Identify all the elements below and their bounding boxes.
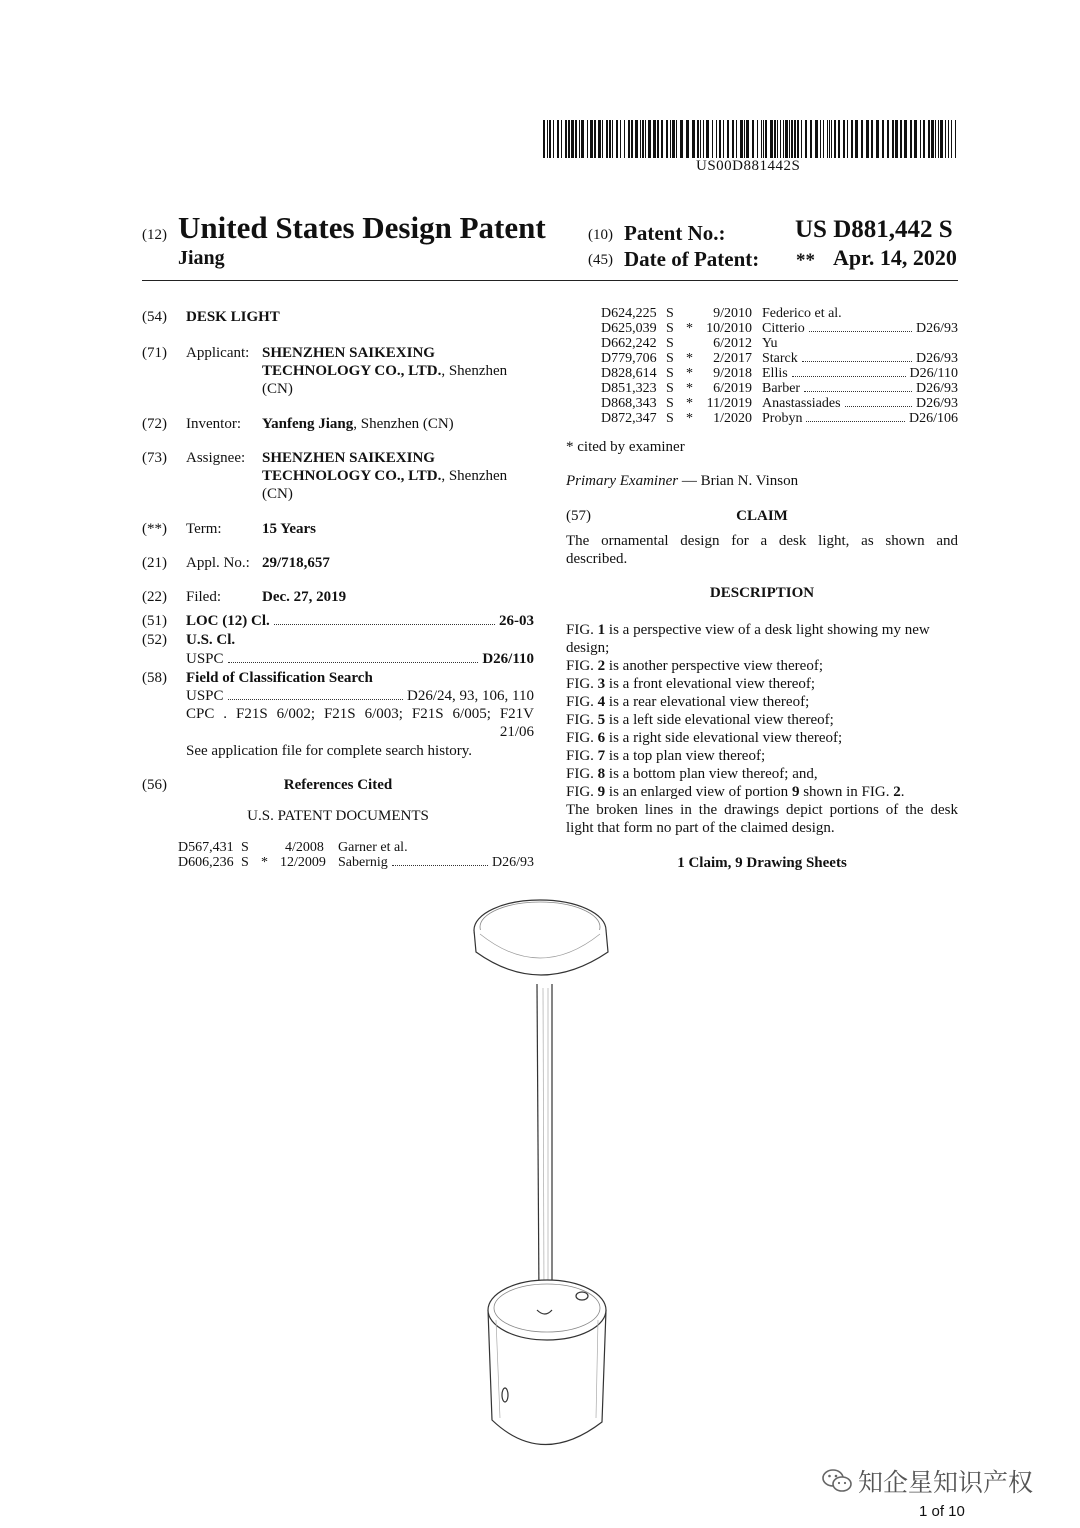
primary-examiner: Primary Examiner — Brian N. Vinson: [566, 473, 799, 489]
header-divider: [142, 280, 958, 281]
ref-name-cls: Citterio D26/93: [762, 321, 958, 336]
claim-text-line2: described.: [566, 551, 628, 567]
ref-kind: S: [241, 840, 249, 855]
patent-no-label: Patent No.:: [624, 221, 726, 245]
field-uspc-line: USPC D26/24, 93, 106, 110: [186, 688, 534, 704]
barcode-bar: [866, 120, 869, 158]
barcode-bar: [904, 120, 907, 158]
barcode-bar: [843, 120, 845, 158]
barcode-bar: [624, 120, 625, 158]
barcode-bar: [777, 120, 778, 158]
date-code: (45): [588, 252, 613, 268]
claim-code: (57): [566, 508, 591, 524]
broken-lines-note-1: The broken lines in the drawings depict portions of the desk: [566, 802, 958, 818]
date-label: Date of Patent:: [624, 247, 760, 271]
barcode-bar: [587, 120, 588, 158]
ref-star: *: [686, 396, 693, 411]
barcode-bar: [805, 120, 807, 158]
ref-num: D662,242: [601, 336, 657, 351]
ref-name: Garner et al.: [338, 840, 408, 855]
ref-date: 2/2017: [713, 351, 752, 366]
assignee-label: Assignee:: [186, 450, 246, 466]
ref-name-cls: Federico et al.: [762, 306, 842, 321]
barcode-bar: [900, 120, 902, 158]
watermark: [822, 1463, 1033, 1499]
barcode-bar: [783, 120, 784, 158]
barcode-bar: [640, 120, 641, 158]
barcode-bar: [740, 120, 743, 158]
ref-kind: S: [666, 336, 674, 351]
barcode-bar: [829, 120, 830, 158]
ref-date: 4/2008: [285, 840, 324, 855]
ref-name-cls: Anastassiades D26/93: [762, 396, 958, 411]
ref-num: D624,225: [601, 306, 657, 321]
description-line: FIG. 3 is a front elevational view thereof;: [566, 676, 816, 692]
barcode-bar: [645, 120, 646, 158]
barcode-bar: [923, 120, 925, 158]
barcode-bar: [791, 120, 793, 158]
ref-num: D868,343: [601, 396, 657, 411]
inventor-value: Yanfeng Jiang, Shenzhen (CN): [262, 416, 454, 432]
ref-kind: S: [666, 411, 674, 426]
watermark-text: 知企星知识产权: [858, 1468, 1034, 1497]
description-line: FIG. 6 is a right side elevational view thereof;: [566, 730, 843, 746]
barcode-bar: [871, 120, 873, 158]
patent-number: US D881,442 S: [795, 216, 953, 243]
claim-heading: CLAIM: [736, 508, 788, 524]
description-line: FIG. 4 is a rear elevational view thereof;: [566, 694, 810, 710]
ref-kind: S: [666, 306, 674, 321]
barcode-bar: [581, 120, 584, 158]
barcode-bar: [763, 120, 764, 158]
barcode-bar: [620, 120, 621, 158]
barcode-bar: [612, 120, 613, 158]
ref-date: 6/2019: [713, 381, 752, 396]
barcode-bar: [752, 120, 754, 158]
inventor-label: Inventor:: [186, 416, 241, 432]
ref-date: 1/2020: [713, 411, 752, 426]
barcode-bar: [920, 120, 921, 158]
barcode-bar: [876, 120, 879, 158]
description-fig9: FIG. 9 is an enlarged view of portion 9 shown in FIG. 2.: [566, 784, 905, 800]
applicant-line2: TECHNOLOGY CO., LTD., Shenzhen: [262, 363, 508, 379]
barcode-bar: [648, 120, 651, 158]
barcode-bar: [815, 120, 818, 158]
barcode-bar: [847, 120, 848, 158]
barcode-bar: [616, 120, 618, 158]
barcode-bar: [575, 120, 577, 158]
barcode-bar: [810, 120, 812, 158]
term-label: Term:: [186, 521, 222, 537]
ref-star: *: [261, 855, 268, 870]
barcode-bar: [723, 120, 724, 158]
applicant-label: Applicant:: [186, 345, 250, 361]
title-code: (54): [142, 309, 167, 325]
barcode-bar: [628, 120, 630, 158]
refs-heading: References Cited: [283, 777, 393, 793]
barcode-bar: [700, 120, 701, 158]
barcode-bar: [670, 120, 671, 158]
barcode-bar: [680, 120, 683, 158]
barcode-bar: [892, 120, 894, 158]
ref-star: *: [686, 381, 693, 396]
barcode-bar: [590, 120, 593, 158]
barcode-bar: [571, 120, 574, 158]
barcode-bar: [703, 120, 704, 158]
ref-name-cls: Barber D26/93: [762, 381, 958, 396]
ref-num: D779,706: [601, 351, 657, 366]
barcode-bar: [553, 120, 554, 158]
filed-value: Dec. 27, 2019: [262, 589, 347, 605]
ref-num: D828,614: [601, 366, 657, 381]
appl-label: Appl. No.:: [186, 555, 250, 571]
barcode-bar: [785, 120, 788, 158]
barcode-bar: [606, 120, 608, 158]
document-type: United States Design Patent: [178, 210, 546, 245]
ref-date: 11/2019: [706, 396, 752, 411]
field-label: Field of Classification Search: [186, 670, 373, 686]
date-stars: **: [796, 250, 815, 271]
field-note: See application file for complete search history.: [186, 743, 473, 759]
uscl-label: U.S. Cl.: [186, 632, 236, 648]
ref-kind: S: [241, 855, 249, 870]
barcode-bar: [686, 120, 689, 158]
ref-name-cls: Ellis D26/110: [762, 366, 958, 381]
uscl-line: USPC D26/110: [186, 651, 534, 667]
barcode-bar: [744, 120, 745, 158]
barcode-bar: [602, 120, 603, 158]
uscl-code: (52): [142, 632, 167, 648]
barcode-bar: [543, 120, 545, 158]
ref-num: D625,039: [601, 321, 657, 336]
lamp-base-top: [488, 1280, 606, 1340]
ref-name-cls: Yu: [762, 336, 778, 351]
barcode-bar: [945, 120, 946, 158]
barcode-bar: [727, 120, 729, 158]
barcode-bar: [635, 120, 638, 158]
barcode-bar: [887, 120, 889, 158]
barcode-bar: [676, 120, 677, 158]
lamp-head-side: [474, 930, 608, 975]
page-indicator: 1 of 10: [919, 1503, 965, 1520]
ref-star: *: [686, 366, 693, 381]
barcode-bar: [820, 120, 821, 158]
barcode-bar: [838, 120, 840, 158]
ref-star: *: [686, 321, 693, 336]
ref-kind: S: [666, 381, 674, 396]
barcode-bar: [789, 120, 790, 158]
field-cpc-cont: 21/06: [499, 724, 534, 740]
date-of-patent: Apr. 14, 2020: [833, 245, 957, 270]
ref-date: 12/2009: [280, 855, 326, 870]
barcode-bar: [882, 120, 884, 158]
description-line: FIG. 7 is a top plan view thereof;: [566, 748, 766, 764]
description-line: FIG. 2 is another perspective view thereof;: [566, 658, 824, 674]
claim-text-line1: The ornamental design for a desk light, as shown and: [566, 533, 958, 549]
barcode-bar: [692, 120, 695, 158]
desk-light-drawing: [460, 890, 630, 1470]
barcode-bar: [706, 120, 709, 158]
inventor-surname: Jiang: [178, 247, 225, 269]
barcode-bar: [935, 120, 936, 158]
field-cpc-line: CPC . F21S 6/002; F21S 6/003; F21S 6/005; F21V: [186, 706, 534, 722]
barcode-bar: [910, 120, 912, 158]
barcode-bar: [940, 120, 943, 158]
barcode-bar: [794, 120, 796, 158]
barcode-bar: [547, 120, 548, 158]
barcode-bar: [598, 120, 601, 158]
barcode-bar: [951, 120, 952, 158]
barcode-bar: [831, 120, 832, 158]
barcode-bar: [823, 120, 824, 158]
barcode-bar: [565, 120, 567, 158]
ref-star: *: [686, 411, 693, 426]
barcode-bar: [914, 120, 917, 158]
barcode-bar: [765, 120, 767, 158]
barcode-bar: [719, 120, 721, 158]
term-value: 15 Years: [262, 521, 317, 537]
cited-note: * cited by examiner: [566, 439, 685, 455]
appl-value: 29/718,657: [262, 555, 330, 571]
patent-title: DESK LIGHT: [186, 309, 280, 325]
ref-num: D567,431: [178, 840, 234, 855]
barcode-bar: [761, 120, 762, 158]
description-line: design;: [566, 640, 610, 656]
barcode-bar: [855, 120, 858, 158]
barcode-bar: [672, 120, 675, 158]
patent-no-code: (10): [588, 227, 613, 243]
barcode-bar: [557, 120, 559, 158]
assignee-line1: SHENZHEN SAIKEXING: [262, 450, 435, 466]
ref-kind: S: [666, 321, 674, 336]
barcode-bar: [657, 120, 659, 158]
applicant-line1: SHENZHEN SAIKEXING: [262, 345, 435, 361]
barcode-bar: [661, 120, 663, 158]
ref-kind: S: [666, 366, 674, 381]
barcode-bar: [579, 120, 580, 158]
loc-code: (51): [142, 613, 167, 629]
barcode-bar: [712, 120, 713, 158]
barcode-bar: [780, 120, 781, 158]
barcode-bar: [895, 120, 898, 158]
barcode-bar: [861, 120, 863, 158]
barcode-bar: [948, 120, 949, 158]
ref-date: 6/2012: [713, 336, 752, 351]
barcode-bar: [757, 120, 758, 158]
barcode-number: US00D881442S: [696, 158, 801, 174]
ref-num: D606,236: [178, 855, 234, 870]
barcode-bar: [609, 120, 611, 158]
barcode-bar: [938, 120, 939, 158]
barcode-bar: [955, 120, 956, 158]
barcode-bar: [851, 120, 853, 158]
wechat-icon: [822, 1468, 852, 1494]
ref-num: D872,347: [601, 411, 657, 426]
kind-code: (12): [142, 227, 167, 243]
barcode-bar: [594, 120, 596, 158]
assignee-line3: (CN): [262, 486, 293, 502]
barcode-bar: [561, 120, 562, 158]
barcode-bar: [931, 120, 934, 158]
barcode-bar: [716, 120, 717, 158]
description-line: FIG. 1 is a perspective view of a desk light showing my new: [566, 622, 930, 638]
filed-code: (22): [142, 589, 167, 605]
lamp-stem-left: [537, 984, 539, 1300]
ref-kind: S: [666, 396, 674, 411]
barcode-bar: [736, 120, 737, 158]
loc-line: LOC (12) Cl. 26-03: [186, 613, 534, 629]
barcode-bar: [770, 120, 773, 158]
ref-name-cls: Probyn D26/106: [762, 411, 958, 426]
term-code: (**): [142, 521, 167, 537]
ref-date: 9/2018: [713, 366, 752, 381]
barcode-bar: [549, 120, 551, 158]
barcode-bar: [797, 120, 799, 158]
barcode-bar: [732, 120, 734, 158]
description-line: FIG. 8 is a bottom plan view thereof; and,: [566, 766, 818, 782]
barcode-bar: [653, 120, 656, 158]
barcode-bar: [568, 120, 570, 158]
ref-star: *: [686, 351, 693, 366]
ref-name-cls: Starck D26/93: [762, 351, 958, 366]
barcode-bar: [631, 120, 633, 158]
applicant-code: (71): [142, 345, 167, 361]
barcode-bar: [666, 120, 668, 158]
filed-label: Filed:: [186, 589, 222, 605]
barcode-bar: [746, 120, 749, 158]
barcode-bar: [827, 120, 828, 158]
field-code: (58): [142, 670, 167, 686]
inventor-code: (72): [142, 416, 167, 432]
ref-kind: S: [666, 351, 674, 366]
barcode-bar: [928, 120, 930, 158]
barcode: [543, 120, 959, 158]
broken-lines-note-2: light that form no part of the claimed design.: [566, 820, 835, 836]
claims-summary: 1 Claim, 9 Drawing Sheets: [677, 855, 847, 871]
ref-date: 10/2010: [706, 321, 752, 336]
assignee-code: (73): [142, 450, 167, 466]
applicant-line3: (CN): [262, 381, 293, 397]
barcode-bar: [697, 120, 699, 158]
ref-name-cls: Sabernig D26/93: [338, 855, 534, 870]
ref-date: 9/2010: [713, 306, 752, 321]
description-heading: DESCRIPTION: [709, 585, 815, 601]
description-line: FIG. 5 is a left side elevational view thereof;: [566, 712, 834, 728]
barcode-bar: [801, 120, 802, 158]
refs-code: (56): [142, 777, 167, 793]
barcode-bar: [642, 120, 644, 158]
ref-num: D851,323: [601, 381, 657, 396]
refs-subheading: U.S. PATENT DOCUMENTS: [247, 808, 429, 824]
barcode-bar: [834, 120, 836, 158]
appl-code: (21): [142, 555, 167, 571]
barcode-bar: [774, 120, 776, 158]
assignee-line2: TECHNOLOGY CO., LTD., Shenzhen: [262, 468, 508, 484]
